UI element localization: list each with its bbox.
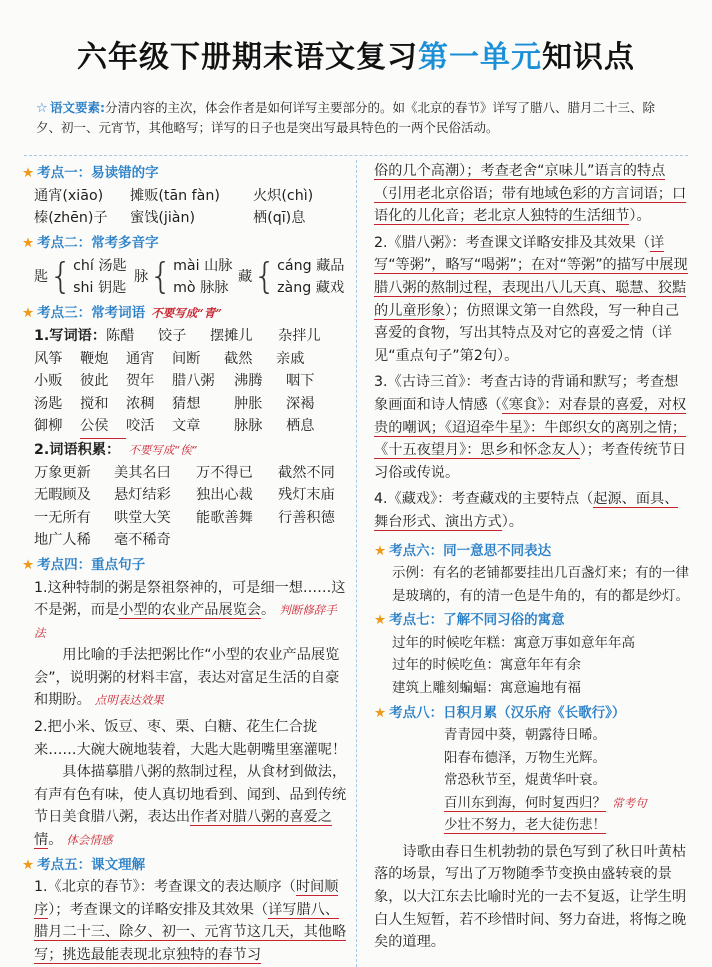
polyphone-item: 藏 { cáng 藏品 zàng 藏戏 — [238, 256, 345, 298]
handwritten-note: 判断修辞手法 — [34, 603, 337, 640]
brace-icon: { — [49, 256, 73, 298]
poem-explanation: 诗歌由春日生机勃勃的景色写到了秋日叶黄枯落的场景，写出了万物随季节变换由盛转衰的景象，以大江东去比喻时光的一去不复返，让学生明白人生短暂，若不珍惜时间、努力奋进，将悔之晚矣的道理。 — [374, 843, 687, 951]
star-icon: ★ — [22, 856, 35, 873]
title-main: 六年级下册期末语文复习 — [77, 40, 418, 75]
brace-icon: { — [149, 256, 173, 298]
subheading: 2.词语积累： — [34, 441, 121, 458]
star-icon: ★ — [22, 556, 35, 573]
section-heading-1: ★ 考点一：易读错的字 — [22, 165, 159, 181]
horizontal-divider — [24, 155, 688, 156]
star-icon: ★ — [374, 612, 387, 629]
word-item: 小贩 — [34, 373, 63, 390]
subheading: 1.写词语： — [34, 327, 107, 344]
handwritten-note: 常考句 — [612, 795, 647, 810]
polyphone-item: 脉 { mài 山脉 mò 脉脉 — [134, 256, 233, 298]
idiom-item: 地广人稀 — [34, 532, 91, 549]
idiom-item: 悬灯结彩 — [114, 487, 171, 504]
word-item: 公侯 — [80, 415, 126, 439]
custom-item: 过年的时候吃鱼：寓意年年有余 — [392, 657, 581, 674]
idiom-item: 残灯末庙 — [278, 487, 335, 504]
right-column — [374, 160, 690, 954]
left-column — [22, 160, 348, 967]
star-outline-icon: ☆ — [36, 101, 48, 116]
idiom-item: 美其名曰 — [114, 464, 171, 481]
poem-line: 少壮不努力，老大徒伤悲！ — [444, 817, 606, 834]
polyphone-group — [22, 254, 348, 300]
column-divider — [356, 160, 357, 967]
intro-label: 语文要素: — [50, 100, 105, 115]
word-item: 摊贩(tān fàn) — [130, 187, 220, 204]
word-item: 贺年 — [126, 373, 155, 390]
word-item: 猜想 — [172, 395, 201, 412]
idiom-item: 独出心裁 — [196, 487, 253, 504]
sentence-2: 2.把小米、饭豆、枣、栗、白糖、花生仁合拢来……大碗大碗地装着，大匙大匙朝嘴里塞灌呢！ — [34, 719, 347, 758]
intro-text: 分清内容的主次，体会作者是如何详写主要部分的。如《北京的春节》详写了腊八、腊月二十三、除夕、初一、元宵节，其他略写；详写的日子也是突出写最具特色的一两个民俗活动。 — [36, 100, 656, 135]
word-item: 陈醋 — [106, 327, 135, 344]
idiom-item: 行善积德 — [278, 509, 335, 526]
idiom-item: 万象更新 — [34, 464, 91, 481]
word-item: 饺子 — [158, 327, 187, 344]
word-item: 浓稠 — [126, 395, 155, 412]
word-list-1 — [22, 325, 348, 552]
section-heading-8: ★ 考点八：日积月累（汉乐府《长歌行》） — [374, 704, 626, 721]
word-item: 通宵(xiāo) — [34, 187, 104, 204]
word-item: 脉脉 — [234, 418, 263, 435]
word-item: 彼此 — [80, 373, 109, 390]
sentence-1: 1.这种特制的粥是祭祖祭神的，可是细一想……这不是粥，而是小型的农业产品展览会。 判断修辞手法 — [34, 579, 346, 640]
poem-line: 青青园中葵，朝露待日晞。 — [444, 727, 606, 744]
text-understanding-2: 2.《腊八粥》：考查课文详略安排及其效果（详写“等粥”，略写“喝粥”；在对“等粥”的描写中展现腊八粥的熬制过程，表现出八儿天真、聪慧、狡黠的儿童形象）；仿照课文第一自然段，写一种自己喜爱的食物，写出其特点及对它的喜爱之情（详见“重点句子”第2句）。 — [374, 234, 688, 364]
page-title — [0, 32, 712, 76]
idiom-item: 一无所有 — [34, 509, 91, 526]
word-item: 风筝 — [34, 350, 63, 367]
sentence-1-analysis: 用比喻的手法把粥比作“小型的农业产品展览会”，说明粥的材料丰富，表达对富足生活的自豪和期盼。 点明表达效果 — [34, 647, 340, 709]
star-icon: ★ — [22, 234, 35, 251]
word-item: 栖(qī)息 — [253, 210, 306, 227]
idiom-item: 截然不同 — [278, 464, 335, 481]
word-item: 火炽(chì) — [253, 187, 314, 204]
text-understanding-4: 4.《藏戏》：考查藏戏的主要特点（起源、面具、舞台形式、演出方式）。 — [374, 491, 679, 530]
word-item: 榛(zhēn)子 — [34, 210, 108, 227]
text-understanding-1-cont: 俗的几个高潮）；考查老舍“京味儿”语言的特点（引用老北京俗语；带有地域色彩的方言词语；口语化的儿化音；老北京人独特的生活细节）。 — [374, 163, 687, 225]
custom-item: 过年的时候吃年糕：寓意万事如意年年高 — [392, 634, 635, 651]
poem-line: 常恐秋节至，焜黄华叶衰。 — [444, 772, 606, 789]
idiom-item: 万不得已 — [196, 464, 253, 481]
word-item: 间断 — [172, 350, 201, 367]
star-icon: ★ — [374, 542, 387, 559]
word-item: 深褐 — [286, 395, 315, 412]
poem-line: 百川东到海，何时复西归？ — [444, 794, 606, 811]
star-icon: ★ — [22, 305, 35, 322]
idiom-item: 哄堂大笑 — [114, 509, 171, 526]
word-item: 咬活 — [126, 418, 155, 435]
pinyin-row-1 — [22, 185, 348, 208]
section-heading-3: ★ 考点三：常考词语 不要写成“青” — [22, 305, 222, 322]
word-item: 肿胀 — [234, 395, 263, 412]
language-elements-intro — [36, 98, 676, 137]
text-understanding-1: 1.《北京的春节》：考查课文的表达顺序（时间顺序）；考查课文的详略安排及其效果（详写腊八、腊月二十三、除夕、初一、元宵节这几天，其他略写；挑选最能表现北京独特的春节习 — [34, 879, 347, 963]
custom-meanings-list — [374, 632, 690, 700]
title-tail: 知识点 — [542, 40, 635, 75]
sentence-2-analysis: 具体描摹腊八粥的熬制过程，从食材到做法，有声有色有味，使人真切地看到、闻到、品到传统节日美食腊八粥，表达出作者对腊八粥的喜爱之情。 体会情感 — [34, 764, 347, 849]
brace-icon: { — [253, 256, 277, 298]
section-heading-4: ★ 考点四：重点句子 — [22, 556, 146, 573]
word-item: 搅和 — [80, 395, 109, 412]
word-item: 杂拌儿 — [278, 327, 321, 344]
word-item: 文章 — [172, 418, 201, 435]
handwritten-note: 体会情感 — [66, 833, 113, 848]
word-item: 汤匙 — [34, 395, 63, 412]
section-heading-7: ★ 考点七：了解不同习俗的寓意 — [374, 612, 565, 629]
same-meaning-example: 示例：有名的老铺都要挂出几百盏灯来；有的一律是玻璃的，有的清一色是牛角的，有的都是纱灯。 — [392, 565, 689, 604]
section-heading-5: ★ 考点五：课文理解 — [22, 856, 146, 873]
section-heading-6: ★ 考点六：同一意思不同表达 — [374, 542, 552, 559]
word-item: 亲戚 — [276, 350, 305, 367]
word-item: 腊八粥 — [172, 373, 215, 390]
word-item: 截然 — [224, 350, 253, 367]
polyphone-item: 匙 { chí 汤匙 shi 钥匙 — [34, 256, 127, 298]
star-icon: ★ — [374, 704, 387, 721]
title-highlight: 第一单元 — [418, 40, 542, 75]
word-item: 沸腾 — [234, 373, 263, 390]
idiom-item: 能歌善舞 — [196, 509, 253, 526]
pinyin-row-2 — [22, 207, 348, 230]
text-understanding-3: 3.《古诗三首》：考查古诗的背诵和默写；考查想象画面和诗人情感（《寒食》：对春景的喜爱，对权贵的嘲讽；《迢迢牵牛星》：牛郎织女的离别之情；《十五夜望月》：思乡和怀念友人）；考查传统节日习俗或传说。 — [374, 374, 687, 481]
poem-line: 阳春布德泽，万物生光辉。 — [444, 749, 606, 766]
poem-changgexing — [374, 724, 690, 837]
section-heading-2: ★ 考点二：常考多音字 — [22, 234, 159, 251]
idiom-item: 无暇顾及 — [34, 487, 91, 504]
handwritten-note: 不要写成“青” — [151, 306, 222, 321]
key-sentences — [22, 577, 348, 852]
word-item: 栖息 — [286, 418, 315, 435]
idiom-item: 毫不稀奇 — [114, 532, 171, 549]
word-item: 通宵 — [126, 350, 155, 367]
word-item: 御柳 — [34, 418, 63, 435]
star-icon: ★ — [22, 165, 35, 181]
handwritten-note: 不要写成“俟” — [128, 442, 198, 457]
custom-item: 建筑上雕刻蝙蝠：寓意遍地有福 — [392, 680, 581, 697]
word-item: 鞭炮 — [80, 350, 109, 367]
word-item: 咽下 — [286, 373, 315, 390]
handwritten-note: 点明表达效果 — [94, 693, 164, 708]
word-item: 摆摊儿 — [210, 327, 253, 344]
word-item: 蜜饯(jiàn) — [130, 210, 196, 227]
